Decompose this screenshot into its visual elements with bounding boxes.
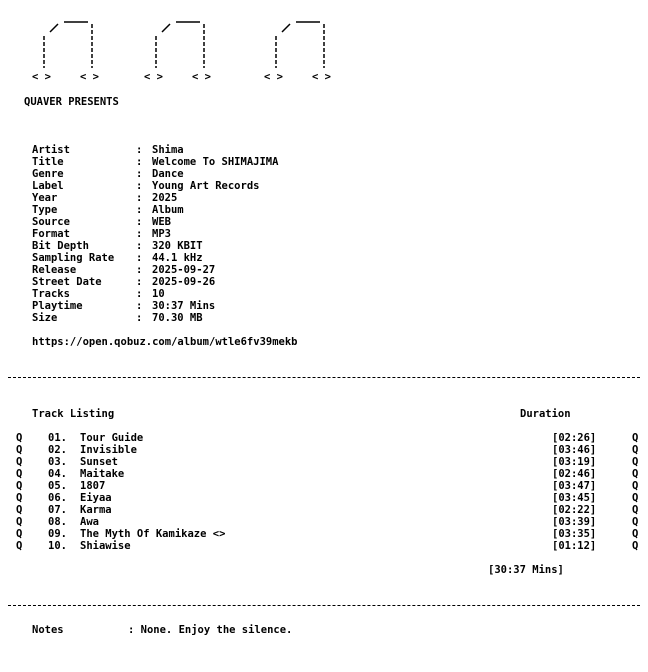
q-marker-right: Q — [632, 480, 639, 492]
meta-value: 320 KBIT — [152, 240, 203, 252]
track-row — [0, 432, 648, 444]
meta-key: Release — [32, 264, 77, 276]
track-title: Awa — [80, 516, 99, 528]
track-number: 06. — [48, 492, 67, 504]
q-marker-left: Q — [16, 444, 23, 456]
presents-heading: QUAVER PRESENTS — [24, 96, 119, 108]
track-number: 08. — [48, 516, 67, 528]
track-duration: [03:19] — [552, 456, 597, 468]
q-marker-left: Q — [16, 468, 23, 480]
track-duration: [03:39] — [552, 516, 597, 528]
meta-separator: : — [136, 252, 143, 264]
track-number: 01. — [48, 432, 67, 444]
track-duration: [01:12] — [552, 540, 597, 552]
track-row — [0, 480, 648, 492]
track-title: Shiawise — [80, 540, 131, 552]
track-row — [0, 492, 648, 504]
meta-separator: : — [136, 204, 143, 216]
svg-text:< >: < > — [144, 71, 163, 83]
meta-key: Sampling Rate — [32, 252, 115, 264]
track-duration: [03:47] — [552, 480, 597, 492]
meta-key: Bit Depth — [32, 240, 89, 252]
divider-top — [8, 377, 640, 378]
notes-label: Notes — [32, 624, 64, 636]
track-title: The Myth Of Kamikaze <> — [80, 528, 226, 540]
meta-separator: : — [136, 156, 143, 168]
q-marker-left: Q — [16, 528, 23, 540]
q-marker-right: Q — [632, 528, 639, 540]
meta-row — [32, 192, 177, 204]
track-number: 10. — [48, 540, 67, 552]
svg-text:< >: < > — [192, 71, 211, 83]
meta-value: 2025 — [152, 192, 178, 204]
meta-separator: : — [136, 228, 143, 240]
track-number: 03. — [48, 456, 67, 468]
q-marker-right: Q — [632, 468, 639, 480]
svg-text:< >: < > — [312, 71, 331, 83]
meta-key: Format — [32, 228, 70, 240]
track-number: 05. — [48, 480, 67, 492]
q-marker-left: Q — [16, 492, 23, 504]
meta-row — [32, 264, 215, 276]
track-title: Maitake — [80, 468, 125, 480]
meta-separator: : — [136, 276, 143, 288]
meta-key: Tracks — [32, 288, 70, 300]
meta-value: 30:37 Mins — [152, 300, 216, 312]
meta-value: Shima — [152, 144, 184, 156]
meta-row — [32, 312, 203, 324]
meta-row — [32, 300, 215, 312]
q-marker-right: Q — [632, 516, 639, 528]
meta-row — [32, 204, 184, 216]
meta-value: 44.1 kHz — [152, 252, 203, 264]
meta-separator: : — [136, 180, 143, 192]
meta-row — [32, 276, 215, 288]
track-number: 04. — [48, 468, 67, 480]
track-duration: [03:46] — [552, 444, 597, 456]
track-duration: [02:22] — [552, 504, 597, 516]
svg-text:< >: < > — [264, 71, 283, 83]
track-row — [0, 456, 648, 468]
meta-key: Title — [32, 156, 64, 168]
meta-key: Playtime — [32, 300, 83, 312]
duration-heading: Duration — [520, 408, 571, 420]
q-marker-right: Q — [632, 456, 639, 468]
q-marker-left: Q — [16, 504, 23, 516]
meta-value: Welcome To SHIMAJIMA — [152, 156, 279, 168]
meta-row — [32, 180, 259, 192]
q-marker-left: Q — [16, 540, 23, 552]
track-duration: [02:26] — [552, 432, 597, 444]
meta-separator: : — [136, 264, 143, 276]
meta-key: Source — [32, 216, 70, 228]
meta-separator: : — [136, 300, 143, 312]
track-row — [0, 528, 648, 540]
meta-key: Size — [32, 312, 58, 324]
track-duration: [03:35] — [552, 528, 597, 540]
track-listing-heading: Track Listing — [32, 408, 115, 420]
track-duration: [02:46] — [552, 468, 597, 480]
meta-row — [32, 240, 203, 252]
meta-key: Artist — [32, 144, 70, 156]
meta-row — [32, 228, 171, 240]
meta-value: 2025-09-26 — [152, 276, 216, 288]
meta-key: Year — [32, 192, 58, 204]
meta-key: Street Date — [32, 276, 102, 288]
track-row — [0, 468, 648, 480]
q-marker-right: Q — [632, 492, 639, 504]
track-number: 07. — [48, 504, 67, 516]
track-row — [0, 444, 648, 456]
q-marker-right: Q — [632, 444, 639, 456]
music-notes-logo-icon — [20, 10, 360, 100]
total-duration: [30:37 Mins] — [488, 564, 564, 576]
svg-text:< >: < > — [80, 71, 99, 83]
meta-value: 10 — [152, 288, 165, 300]
track-title: Invisible — [80, 444, 137, 456]
notes-value: : None. Enjoy the silence. — [128, 624, 293, 636]
q-marker-left: Q — [16, 480, 23, 492]
meta-key: Label — [32, 180, 64, 192]
q-marker-left: Q — [16, 432, 23, 444]
meta-separator: : — [136, 288, 143, 300]
album-url[interactable]: https://open.qobuz.com/album/wtle6fv39mekb — [32, 336, 298, 348]
track-title: 1807 — [80, 480, 106, 492]
meta-value: Young Art Records — [152, 180, 260, 192]
meta-row — [32, 156, 278, 168]
track-row — [0, 540, 648, 552]
meta-row — [32, 288, 165, 300]
meta-value: MP3 — [152, 228, 171, 240]
meta-value: Album — [152, 204, 184, 216]
track-title: Tour Guide — [80, 432, 144, 444]
divider-bottom — [8, 605, 640, 606]
track-row — [0, 504, 648, 516]
svg-text:< >: < > — [32, 71, 51, 83]
meta-key: Genre — [32, 168, 64, 180]
meta-separator: : — [136, 192, 143, 204]
track-title: Eiyaa — [80, 492, 112, 504]
meta-value: 2025-09-27 — [152, 264, 216, 276]
track-duration: [03:45] — [552, 492, 597, 504]
meta-value: Dance — [152, 168, 184, 180]
meta-separator: : — [136, 168, 143, 180]
q-marker-left: Q — [16, 516, 23, 528]
meta-value: WEB — [152, 216, 171, 228]
meta-separator: : — [136, 216, 143, 228]
q-marker-left: Q — [16, 456, 23, 468]
meta-separator: : — [136, 144, 143, 156]
meta-separator: : — [136, 240, 143, 252]
meta-row — [32, 168, 184, 180]
track-title: Sunset — [80, 456, 118, 468]
q-marker-right: Q — [632, 432, 639, 444]
meta-row — [32, 216, 171, 228]
q-marker-right: Q — [632, 540, 639, 552]
meta-row — [32, 144, 184, 156]
track-number: 02. — [48, 444, 67, 456]
meta-key: Type — [32, 204, 58, 216]
meta-row — [32, 252, 203, 264]
q-marker-right: Q — [632, 504, 639, 516]
meta-value: 70.30 MB — [152, 312, 203, 324]
meta-separator: : — [136, 312, 143, 324]
track-row — [0, 516, 648, 528]
track-number: 09. — [48, 528, 67, 540]
track-title: Karma — [80, 504, 112, 516]
